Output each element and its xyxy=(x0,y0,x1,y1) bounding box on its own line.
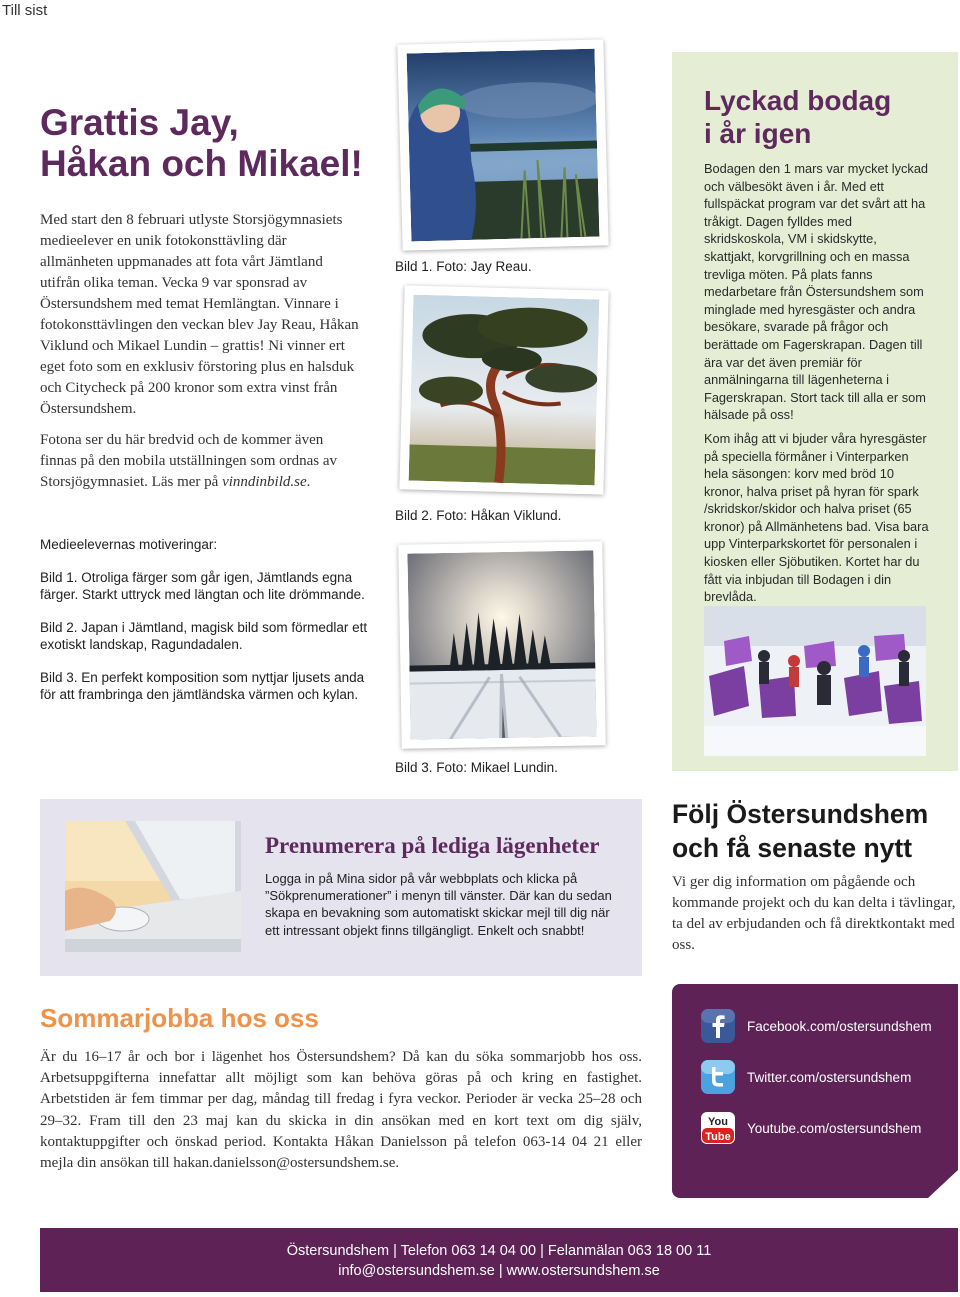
photo-3-caption: Bild 3. Foto: Mikael Lundin. xyxy=(395,760,558,775)
motivation-item: Bild 3. En perfekt komposition som nyttjar ljusets anda för att frambringa den jämtländska värmen och kylan. xyxy=(40,669,365,702)
lake-child-image xyxy=(407,49,600,242)
motivation-item: Bild 2. Japan i Jämtland, magisk bild som förmedlar ett exotiskt landskap, Ragundadalen. xyxy=(40,619,368,652)
bodag-paragraph: Kom ihåg att vi bjuder våra hyresgäster på speciella förmåner i Vinterparken hela säsongen: korv med bröd 10 kronor, halva priset på hyran för spark /skridskor/skidor och halva priset (65 kronor) på Allmänhetens bad. Visa bara upp Vinterparkskortet för personalen i kiosken eller Sjöbutiken. Kortet har du fått via inbjudan till Bodagen i din brevlåda. xyxy=(704,430,929,605)
footer-bar xyxy=(40,1228,958,1292)
motivations-heading: Medieelevernas motiveringar: xyxy=(40,537,218,552)
motivations xyxy=(40,536,370,719)
photo-2-caption: Bild 2. Foto: Håkan Viklund. xyxy=(395,508,562,523)
summer-title: Sommarjobba hos oss xyxy=(40,1003,319,1033)
photo-1-caption: Bild 1. Foto: Jay Reau. xyxy=(395,259,532,274)
bodag-body xyxy=(704,160,930,612)
winter-forest-image xyxy=(407,550,596,739)
social-link-label: Youtube.com/ostersundshem xyxy=(747,1120,922,1136)
bodag-paragraph: Bodagen den 1 mars var mycket lyckad och välbesökt även i år. Med ett fullspäckat program var det svårt att ha tråkigt. Dagen fylldes med skridskoskola, VM i skidskytte, skattjakt, korvgrillning och en massa trevliga möten. På plats fanns medarbetare från Östersundshem som minglade med hyresgäster och andra besökare, svarade på frågor och berättade om Fagerskrapan. Dagen till ära var det även premiär för anmälningarna till lägenheterna i Fagerskrapan. Stort tack till alla er som hälsade på oss! xyxy=(704,161,929,423)
laptop-mouse-image xyxy=(65,821,241,952)
facebook-icon xyxy=(700,1008,736,1044)
social-link-label: Twitter.com/ostersundshem xyxy=(747,1069,912,1085)
pine-tree-image xyxy=(409,295,600,486)
photo-1 xyxy=(397,39,608,250)
social-box-corner xyxy=(928,1170,958,1198)
footer-web-line[interactable]: info@ostersundshem.se | www.ostersundshem.se xyxy=(338,1263,660,1279)
motivation-item: Bild 1. Otroliga färger som går igen, Jämtlands egna färger. Starkt uttryck med längtan och lite drömmande. xyxy=(40,569,365,602)
svg-text:You: You xyxy=(708,1116,728,1128)
youtube-icon xyxy=(700,1110,736,1146)
contest-link[interactable]: vinndinbild.se xyxy=(222,474,307,490)
article-title-line1: Grattis Jay, xyxy=(40,102,239,143)
article-paragraph: Fotona ser du här bredvid och de kommer även finnas på den mobila utställningen som ordnas av Storsjögymnasiet. Läs mer på vinndinbild.se. xyxy=(40,432,338,490)
article-title xyxy=(40,102,380,184)
svg-text:Tube: Tube xyxy=(705,1131,731,1143)
bodag-title: Lyckad bodag i år igen xyxy=(704,85,892,149)
section-label: Till sist xyxy=(2,2,48,19)
summer-body: Är du 16–17 år och bor i lägenhet hos Östersundshem? Då kan du söka sommarjobb hos oss. Arbetsuppgifterna innefattar allt möjligt som kan behöva göras på och kring en fastighet. Arbetstiden är fem timmar per dag, måndag till fredag i fyra veckor. Perioder är vecka 25–28 och 29–32. Fram till den 23 maj kan du skicka in din ansökan med en kort text om dig själv, kontaktuppgifter och önskad period. Kontakta Håkan Danielsson på telefon 063-14 04 21 eller mejla din ansökan till hakan.danielsson@ostersundshem.se. xyxy=(40,1049,642,1172)
bodag-event-photo xyxy=(704,606,926,756)
footer-contact-line: Östersundshem | Telefon 063 14 04 00 | Felanmälan 063 18 00 11 xyxy=(286,1243,712,1259)
subscribe-title: Prenumerera på lediga lägenheter xyxy=(265,833,600,858)
social-link-youtube[interactable] xyxy=(700,1110,950,1146)
social-link-twitter[interactable] xyxy=(700,1059,950,1095)
photo-3 xyxy=(398,541,606,749)
subscribe-body: Logga in på Mina sidor på vår webbplats och klicka på ”Sökprenumerationer” i menyn till vänster. Där kan du sedan skapa en bevakning som automatiskt skickar mejl till dig när ett intressant objekt finns tillgängligt. Enkelt och snabbt! xyxy=(265,871,612,938)
follow-body: Vi ger dig information om pågående och kommande projekt och du kan delta i tävlingar, ta del av erbjudanden och få direktkontakt med oss. xyxy=(672,874,956,953)
social-link-label: Facebook.com/ostersundshem xyxy=(747,1018,932,1034)
social-link-facebook[interactable] xyxy=(700,1008,950,1044)
article-body xyxy=(40,210,362,503)
twitter-icon xyxy=(700,1059,736,1095)
photo-2 xyxy=(399,285,608,494)
article-title-line2: Håkan och Mikael! xyxy=(40,143,363,184)
follow-title: Följ Östersundshem och få senaste nytt xyxy=(672,799,929,863)
article-paragraph: Med start den 8 februari utlyste Storsjögymnasiets medieelever en unik fotokonsttävling där allmänheten uppmanades att fota vårt Jämtland utifrån olika teman. Vecka 9 var sponsrad av Östersundshem med temat Hemlängtan. Vinnare i fotokonsttävlingen den veckan blev Jay Reau, Håkan Viklund och Mikael Lundin – grattis! Ni vinner ert eget foto som en exklusiv förstoring plus en halsduk och Citycheck på 200 kronor som extra vinst från Östersundshem. xyxy=(40,212,359,417)
